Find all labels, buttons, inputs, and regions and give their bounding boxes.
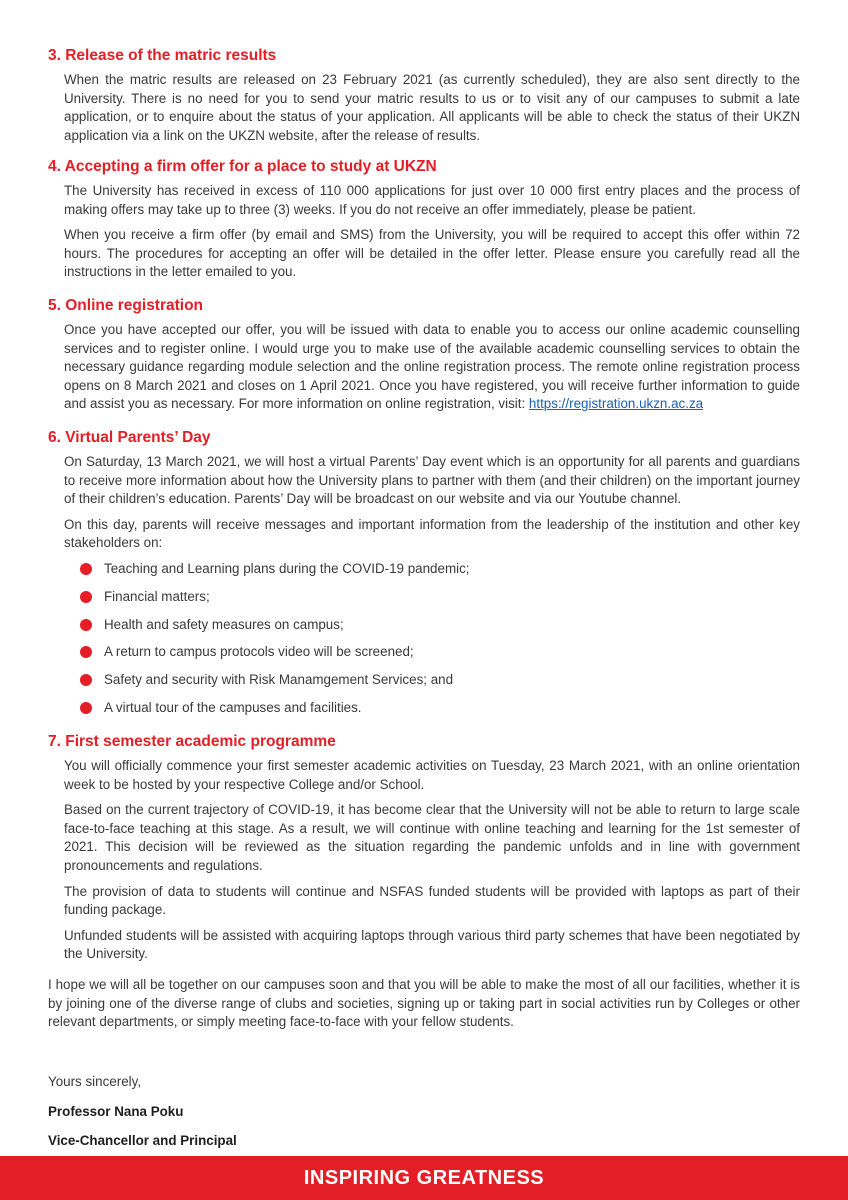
red-circle-bullet-icon <box>80 619 92 631</box>
section-heading: 6. Virtual Parents’ Day <box>48 429 211 446</box>
red-circle-bullet-icon <box>80 702 92 714</box>
red-circle-bullet-icon <box>80 591 92 603</box>
section-first-semester-programme <box>48 732 800 971</box>
list-item: Health and safety measures on campus; <box>80 616 800 635</box>
paragraph <box>64 321 800 414</box>
paragraph: You will officially commence your first semester academic activities on Tuesday, 23 March 2021, with an online orientation week to be hosted by your respective College and/or School. <box>64 758 800 792</box>
section-online-registration <box>48 296 800 421</box>
section-heading: 4. Accepting a firm offer for a place to study at UKZN <box>48 158 437 175</box>
list-item: A virtual tour of the campuses and facilities. <box>80 699 800 718</box>
list-item: Financial matters; <box>80 588 800 607</box>
paragraph: On this day, parents will receive messages and important information from the leadership of the institution and other key stakeholders on: <box>64 516 800 551</box>
section-virtual-parents-day <box>48 428 800 727</box>
registration-link[interactable]: https://registration.ukzn.ac.za <box>528 396 704 412</box>
list-item: A return to campus protocols video will be screened; <box>80 643 800 662</box>
footer-banner <box>0 1156 848 1200</box>
signatory-title: Vice-Chancellor and Principal <box>48 1132 237 1148</box>
closing-block <box>48 976 800 1039</box>
paragraph: The University has received in excess of 110 000 applications for just over 10 000 first entry places and the process of making offers may take up to three (3) weeks. If you do not receive an offer immediately, please be patient. <box>64 183 800 217</box>
paragraph: On Saturday, 13 March 2021, we will host a virtual Parents’ Day event which is an opportunity for all parents and guardians to receive more information about how the University plans to partner with them (and their children) on the important journey of their children’s education. Parents’ Day will be broadcast on our website and via our Youtube channel. <box>64 454 800 507</box>
section-release-of-matric-results <box>48 46 800 152</box>
footer-slogan: INSPIRING GREATNESS <box>303 1167 545 1189</box>
red-circle-bullet-icon <box>80 674 92 686</box>
stakeholder-topics-list <box>48 560 800 718</box>
section-heading: 5. Online registration <box>48 297 204 314</box>
closing-paragraph: I hope we will all be together on our campuses soon and that you will be able to make the most of all our facilities, whether it is by joining one of the diverse range of clubs and societies, signing up or taking part in social activities run by Colleges or other relevant departments, or simply meeting face-to-face with your fellow students. <box>48 977 800 1030</box>
list-item: Teaching and Learning plans during the COVID-19 pandemic; <box>80 560 800 579</box>
section-heading: 7. First semester academic programme <box>48 733 336 750</box>
paragraph-text: Once you have accepted our offer, you will be issued with data to enable you to access our online academic counselling services and to register online. I would urge you to make use of the available academic counselling services to obtain the necessary guidance regarding module selection and the online registration process. The remote online registration process opens on 8 March 2021 and closes on 1 April 2021. Once you have registered, you will receive further information to guide and assist you as necessary. For more information on online registration, visit: <box>64 322 800 412</box>
paragraph: Unfunded students will be assisted with acquiring laptops through various third party schemes that have been negotiated by the University. <box>64 927 800 962</box>
red-circle-bullet-icon <box>80 646 92 658</box>
paragraph: The provision of data to students will continue and NSFAS funded students will be provided with laptops as part of their funding package. <box>64 883 800 918</box>
paragraph: When you receive a firm offer (by email and SMS) from the University, you will be required to accept this offer within 72 hours. The procedures for accepting an offer will be detailed in the offer letter. Please ensure you carefully read all the instructions in the letter emailed to you. <box>64 227 800 280</box>
list-item: Safety and security with Risk Manamgement Services; and <box>80 671 800 690</box>
paragraph: Based on the current trajectory of COVID-19, it has become clear that the University will not be able to return to large scale face-to-face teaching at this stage. As a result, we will continue with online teaching and learning for the 1st semester of 2021. This decision will be reviewed as the situation regarding the pandemic unfolds and in line with government pronouncements and regulations. <box>64 802 800 873</box>
signoff: Yours sincerely, <box>48 1074 142 1089</box>
signature-block <box>48 1073 800 1161</box>
signatory-name: Professor Nana Poku <box>48 1103 184 1119</box>
section-accepting-firm-offer <box>48 157 800 289</box>
section-heading: 3. Release of the matric results <box>48 47 277 64</box>
paragraph: When the matric results are released on 23 February 2021 (as currently scheduled), they are also sent directly to the University. There is no need for you to send your matric results to us or to visit any of our campuses to submit a late application, or to enquire about the status of your application. All applicants will be able to check the status of their UKZN application via a link on the UKZN website, after the release of results. <box>64 72 800 143</box>
red-circle-bullet-icon <box>80 563 92 575</box>
